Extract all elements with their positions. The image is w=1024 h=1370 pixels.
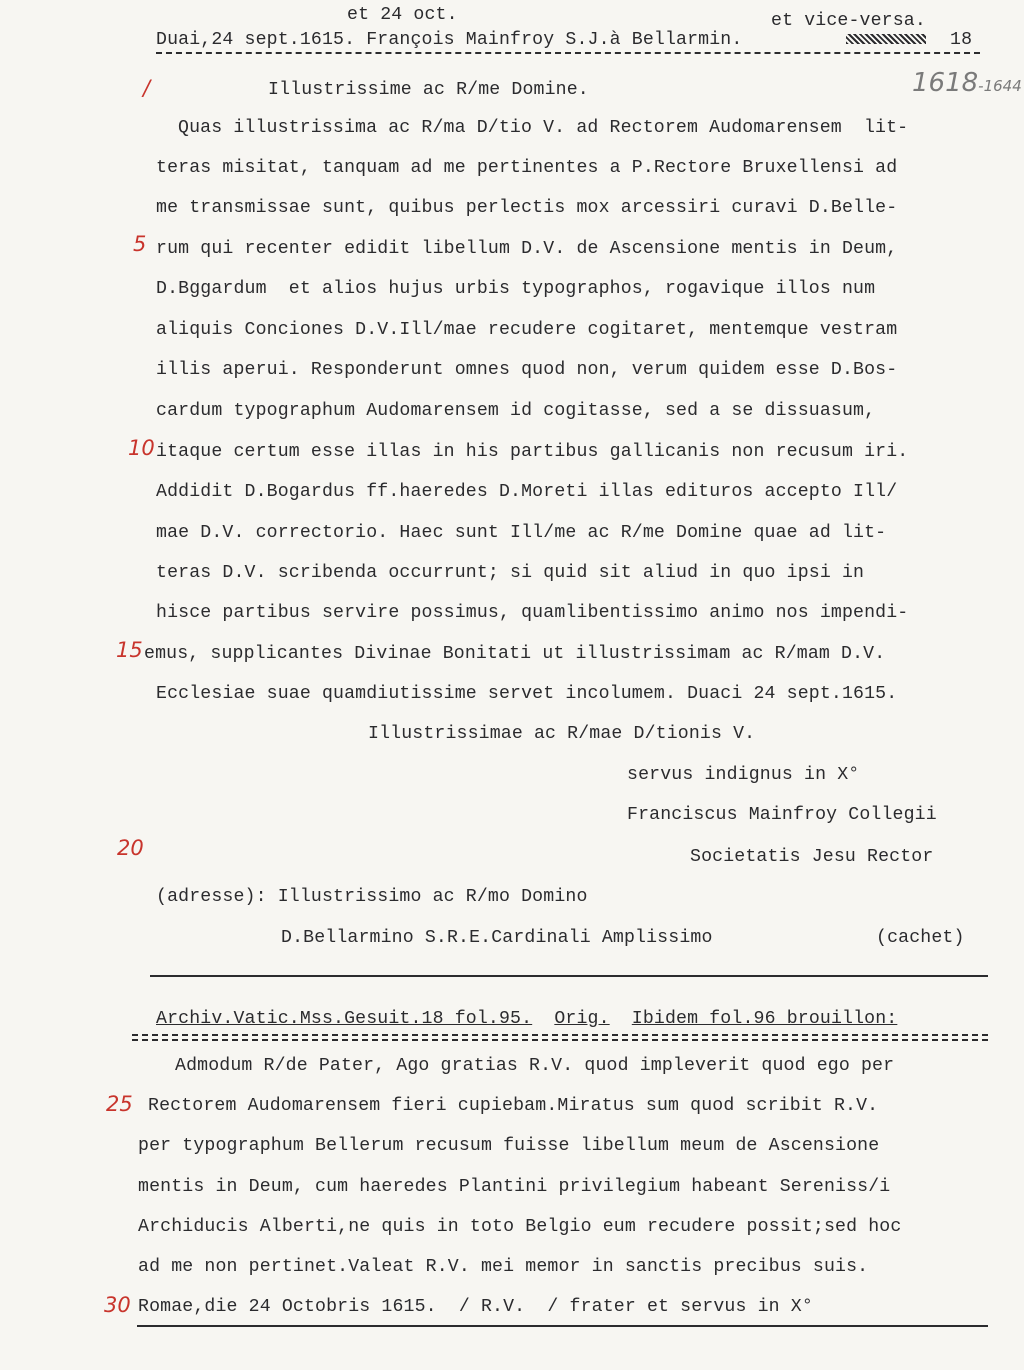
letter-line: itaque certum esse illas in his partibus gallicanis non recusum iri. bbox=[156, 442, 909, 462]
line-number-30: 30 bbox=[104, 1293, 131, 1317]
header-dashed-rule bbox=[156, 52, 980, 54]
reply-line: Rectorem Audomarensem fieri cupiebam.Miratus sum quod scribit R.V. bbox=[148, 1096, 879, 1116]
reply-line: Admodum R/de Pater, Ago gratias R.V. quod impleverit quod ego per bbox=[175, 1056, 895, 1076]
pencil-reference bbox=[912, 70, 1022, 96]
line-number-20: 20 bbox=[117, 836, 144, 860]
pencil-reference-year: 1618 bbox=[912, 68, 979, 98]
source-double-rule-bottom bbox=[132, 1039, 988, 1041]
reply-line: Archiducis Alberti,ne quis in toto Belgio eum recudere possit;sed hoc bbox=[138, 1217, 902, 1237]
letter-line: hisce partibus servire possimus, quamlibentissimo animo nos impendi- bbox=[156, 603, 909, 623]
letter-line: cardum typographum Audomarensem id cogitasse, sed a se dissuasum, bbox=[156, 401, 876, 421]
header-strikeout bbox=[846, 34, 926, 44]
letter-line: teras D.V. scribenda occurrunt; si quid sit aliud in quo ipsi in bbox=[156, 563, 865, 583]
line-number-5: 5 bbox=[133, 232, 147, 256]
pencil-reference-suffix: -1644 bbox=[978, 77, 1022, 95]
line-number-25: 25 bbox=[106, 1092, 133, 1116]
signature-line-1: servus indignus in X° bbox=[627, 765, 860, 785]
letter-line: aliquis Conciones D.V.Ill/mae recudere cogitaret, mentemque vestram bbox=[156, 320, 898, 340]
letter-closing: Illustrissimae ac R/mae D/tionis V. bbox=[368, 724, 756, 744]
line-number-10: 10 bbox=[128, 436, 155, 460]
letter-line: illis aperui. Responderunt omnes quod non, verum quidem esse D.Bos- bbox=[156, 360, 898, 380]
address-line-2: D.Bellarmino S.R.E.Cardinali Amplissimo bbox=[281, 928, 713, 948]
letter-line: Addidit D.Bogardus ff.haeredes D.Moreti illas edituros accepto Ill/ bbox=[156, 482, 898, 502]
reply-line: per typographum Bellerum recusum fuisse libellum meum de Ascensione bbox=[138, 1136, 880, 1156]
letter-line: teras misitat, tanquam ad me pertinentes a P.Rectore Bruxellensi ad bbox=[156, 158, 898, 178]
line-number-15: 15 bbox=[116, 638, 143, 662]
header-date-insert: et 24 oct. bbox=[347, 5, 458, 25]
address-line-1: (adresse): Illustrissimo ac R/mo Domino bbox=[156, 887, 588, 907]
header-page-number: 18 bbox=[950, 30, 973, 50]
bottom-rule bbox=[137, 1325, 988, 1327]
letter-salutation: Illustrissime ac R/me Domine. bbox=[268, 80, 589, 100]
header-vice-versa: et vice-versa. bbox=[771, 11, 926, 31]
signature-line-2: Franciscus Mainfroy Collegii bbox=[627, 805, 937, 825]
seal-note: (cachet) bbox=[876, 928, 965, 948]
reply-line: mentis in Deum, cum haeredes Plantini privilegium habeant Sereniss/i bbox=[138, 1177, 891, 1197]
letter-line: emus, supplicantes Divinae Bonitati ut illustrissimam ac R/mam D.V. bbox=[144, 644, 886, 664]
line-number-1: / bbox=[143, 76, 151, 100]
letter-line: mae D.V. correctorio. Haec sunt Ill/me ac R/me Domine quae ad lit- bbox=[156, 523, 887, 543]
signature-line-3: Societatis Jesu Rector bbox=[690, 847, 934, 867]
source-original: Orig. bbox=[554, 1009, 610, 1029]
section-divider bbox=[150, 975, 988, 977]
reply-line: ad me non pertinet.Valeat R.V. mei memor in sanctis precibus suis. bbox=[138, 1257, 869, 1277]
source-reference bbox=[156, 1010, 897, 1028]
reply-line: Romae,die 24 Octobris 1615. / R.V. / frater et servus in X° bbox=[138, 1297, 813, 1317]
source-draft: Ibidem fol.96 brouillon: bbox=[631, 1009, 898, 1029]
letter-line: rum qui recenter edidit libellum D.V. de Ascensione mentis in Deum, bbox=[156, 239, 898, 259]
letter-line: D.Bggardum et alios hujus urbis typographos, rogavique illos num bbox=[156, 279, 876, 299]
letter-line: Ecclesiae suae quamdiutissime servet incolumem. Duaci 24 sept.1615. bbox=[156, 684, 898, 704]
source-archive: Archiv.Vatic.Mss.Gesuit.18 fol.95. bbox=[156, 1009, 533, 1029]
letter-line: Quas illustrissima ac R/ma D/tio V. ad Rectorem Audomarensem lit- bbox=[178, 118, 909, 138]
source-double-rule-top bbox=[132, 1034, 988, 1036]
letter-line: me transmissae sunt, quibus perlectis mox arcessiri curavi D.Belle- bbox=[156, 198, 898, 218]
header-title: Duai,24 sept.1615. François Mainfroy S.J.à Bellarmin. bbox=[156, 30, 743, 50]
